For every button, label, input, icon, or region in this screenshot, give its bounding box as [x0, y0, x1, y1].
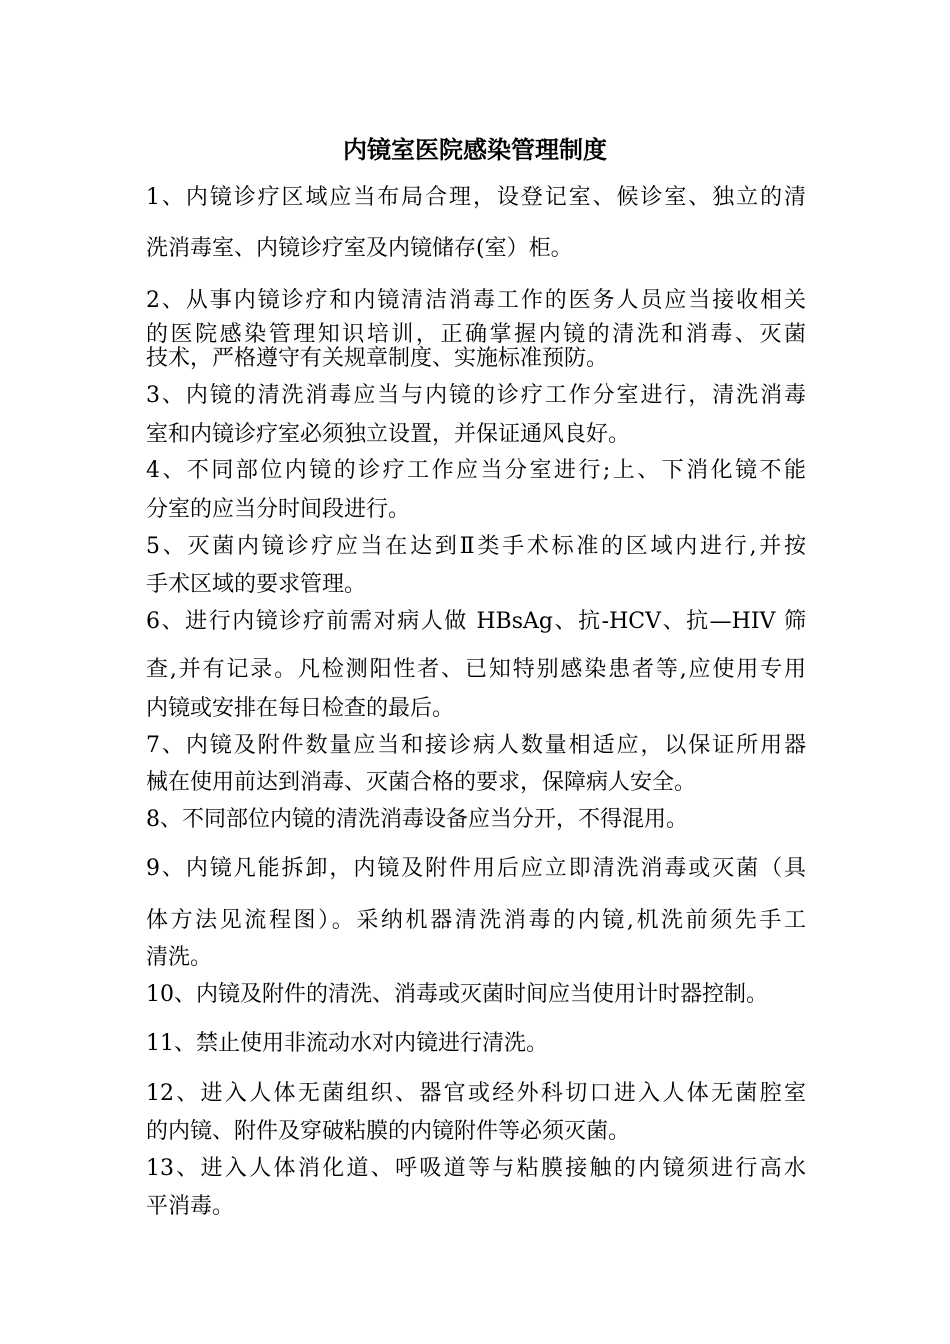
text-line-24: 的内镜、附件及穿破粘膜的内镜附件等必须灭菌。 — [146, 1119, 631, 1144]
text-line-2: 洗消毒室、内镜诊疗室及内镜储存(室）柜。 — [146, 236, 573, 261]
text-line-16: 械在使用前达到消毒、灭菌合格的要求，保障病人安全。 — [146, 770, 697, 795]
text-line-3: 2、从事内镜诊疗和内镜清洁消毒工作的医务人员应当接收相关 — [146, 288, 806, 313]
text-line-23: 12、进入人体无菌组织、器官或经外科切口进入人体无菌腔室 — [146, 1081, 806, 1106]
text-line-11: 手术区域的要求管理。 — [146, 572, 367, 597]
text-line-15: 7、内镜及附件数量应当和接诊病人数量相适应，以保证所用器 — [146, 733, 806, 758]
text-line-10: 5、灭菌内镜诊疗应当在达到Ⅱ类手术标准的区域内进行,并按 — [146, 534, 806, 559]
text-line-20: 清洗。 — [146, 945, 213, 970]
text-line-21: 10、内镜及附件的清洗、消毒或灭菌时间应当使用计时器控制。 — [146, 982, 768, 1007]
text-line-22: 11、禁止使用非流动水对内镜进行清洗。 — [146, 1031, 548, 1056]
text-line-13: 查,并有记录。凡检测阳性者、已知特别感染患者等,应使用专用 — [146, 657, 806, 682]
text-line-17: 8、不同部位内镜的清洗消毒设备应当分开，不得混用。 — [146, 807, 688, 832]
text-line-9: 分室的应当分时间段进行。 — [146, 497, 411, 522]
text-line-18: 9、内镜凡能拆卸，内镜及附件用后应立即清洗消毒或灭菌（具 — [146, 856, 806, 881]
text-line-8: 4、不同部位内镜的诊疗工作应当分室进行;上、下消化镜不能 — [146, 458, 806, 483]
text-line-25: 13、进入人体消化道、呼吸道等与粘膜接触的内镜须进行高水 — [146, 1156, 806, 1181]
text-line-7: 室和内镜诊疗室必须独立设置，并保证通风良好。 — [146, 422, 631, 447]
text-line-6: 3、内镜的清洗消毒应当与内镜的诊疗工作分室进行，清洗消毒 — [146, 383, 806, 408]
document-title: 内镜室医院感染管理制度 — [343, 135, 607, 164]
text-line-12: 6、进行内镜诊疗前需对病人做 HBsAg、抗-HCV、抗—HIV 筛 — [146, 609, 806, 634]
text-line-1: 1、内镜诊疗区域应当布局合理，设登记室、候诊室、独立的清 — [146, 185, 806, 210]
text-line-4: 的医院感染管理知识培训，正确掌握内镜的清洗和消毒、灭菌 — [146, 322, 806, 347]
text-line-19: 体方法见流程图）。采纳机器清洗消毒的内镜,机洗前须先手工 — [146, 908, 806, 933]
text-line-14: 内镜或安排在每日检查的最后。 — [146, 696, 455, 721]
text-line-26: 平消毒。 — [146, 1194, 235, 1219]
text-line-5: 技术，严格遵守有关规章制度、实施标准预防。 — [146, 346, 609, 371]
